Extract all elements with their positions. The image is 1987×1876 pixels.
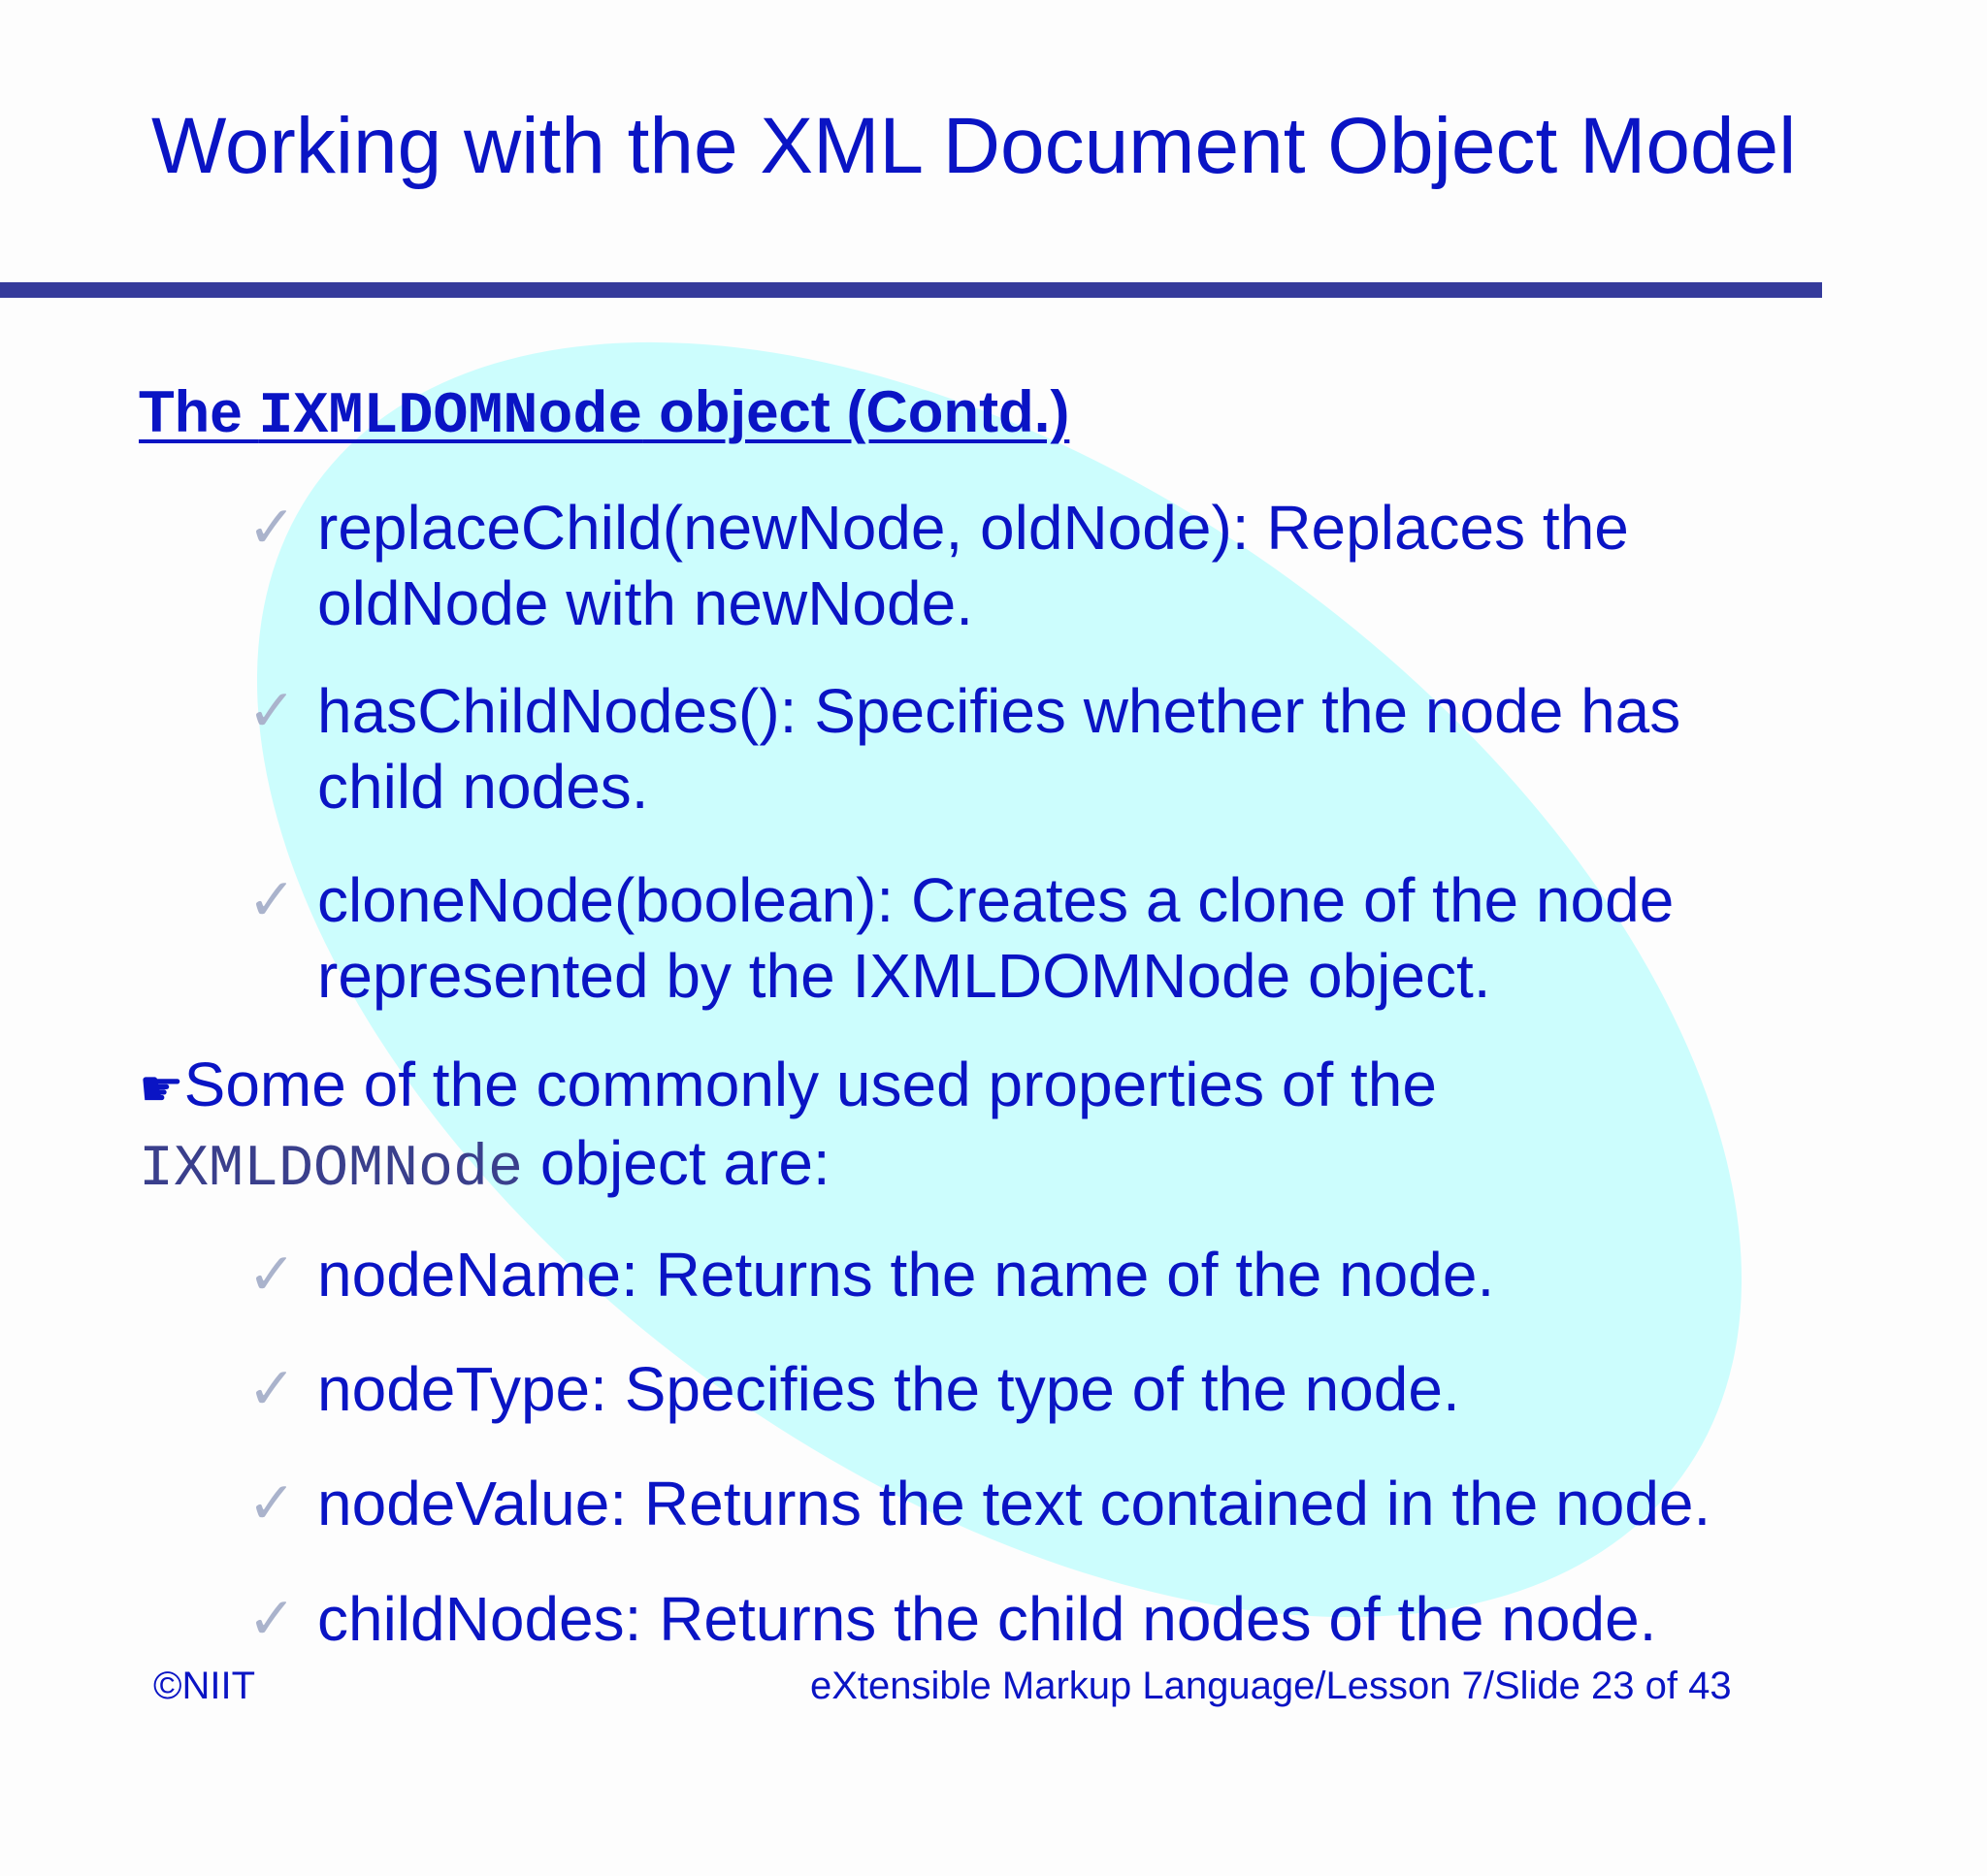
bullet-code: IXMLDOMNode: [139, 1137, 524, 1203]
check-mark-icon: ✓: [247, 678, 297, 743]
method-line: hasChildNodes(): Specifies whether the node has: [317, 676, 1681, 746]
check-mark-icon: ✓: [247, 867, 297, 932]
property-text: childNodes: Returns the child nodes of the node.: [317, 1584, 1657, 1654]
heading-suffix: object (Contd.): [642, 379, 1070, 444]
check-mark-icon: ✓: [247, 1242, 297, 1307]
properties-bullet: [139, 1048, 1437, 1207]
bullet-line: [139, 1126, 1437, 1207]
bullet-text-suffix: object are:: [523, 1128, 831, 1198]
heading-code: IXMLDOMNode: [258, 384, 643, 450]
method-line: child nodes.: [317, 752, 649, 822]
method-text: [317, 490, 1947, 641]
property-text: nodeName: Returns the name of the node.: [317, 1240, 1495, 1310]
bullet-text: Some of the commonly used properties of the: [183, 1050, 1437, 1119]
title-divider: [0, 282, 1822, 298]
method-line: oldNode with newNode.: [317, 568, 973, 638]
section-heading: [139, 378, 1069, 450]
property-text: nodeType: Specifies the type of the node.: [317, 1354, 1460, 1424]
slide-title: Working with the XML Document Object Model: [151, 102, 1797, 190]
method-text: [317, 673, 1947, 825]
method-line: replaceChild(newNode, oldNode): Replaces the: [317, 493, 1629, 563]
footer-copyright: ©NIIT: [153, 1665, 256, 1707]
footer-slide-info: eXtensible Markup Language/Lesson 7/Slide 23 of 43: [810, 1665, 1732, 1707]
pointing-hand-icon: ☛: [139, 1061, 184, 1117]
check-mark-icon: ✓: [247, 1586, 297, 1651]
property-text: nodeValue: Returns the text contained in the node.: [317, 1469, 1711, 1538]
bullet-line: [139, 1048, 1437, 1126]
heading-prefix: The: [139, 379, 259, 444]
method-line: represented by the IXMLDOMNode object.: [317, 941, 1491, 1011]
method-text: [317, 862, 1947, 1014]
check-mark-icon: ✓: [247, 1356, 297, 1421]
check-mark-icon: ✓: [247, 1471, 297, 1536]
method-line: cloneNode(boolean): Creates a clone of the node: [317, 865, 1675, 935]
check-mark-icon: ✓: [247, 495, 297, 560]
